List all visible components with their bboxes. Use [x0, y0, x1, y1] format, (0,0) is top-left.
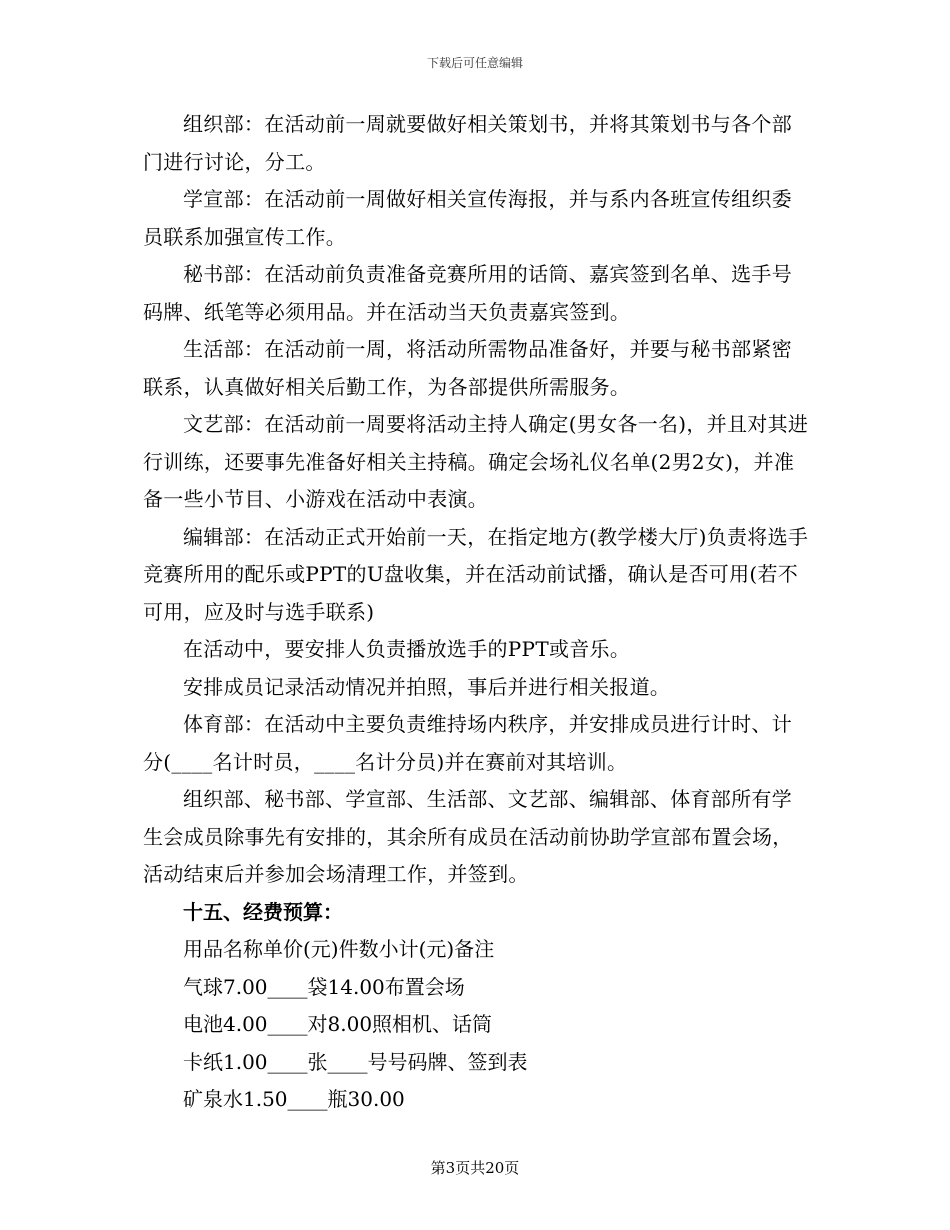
budget-item-batteries: 电池4.00____对8.00照相机、话筒 [183, 1012, 493, 1036]
budget-heading: 十五、经费预算： [183, 899, 343, 924]
budget-table-header: 用品名称单价(元)件数小计(元)备注 [183, 937, 495, 961]
page-number-footer: 第3页共20页 [430, 1159, 520, 1177]
paragraph-publicity-dept: 学宣部：在活动前一周做好相关宣传海报，并与系内各班宣传组织委员联系加强宣传工作。 [143, 187, 792, 249]
paragraph-life-dept: 生活部：在活动前一周，将活动所需物品准备好，并要与秘书部紧密联系，认真做好相关后勤工作，为各部提供所需服务。 [143, 337, 792, 399]
paragraph-editing-dept: 编辑部：在活动正式开始前一天，在指定地方(教学楼大厅)负责将选手竞赛所用的配乐或PPT的U盘收集，并在活动前试播，确认是否可用(若不可用，应及时与选手联系) [143, 524, 809, 624]
paragraph-recording: 安排成员记录活动情况并拍照，事后并进行相关报道。 [183, 674, 671, 699]
paragraph-sports-dept: 体育部：在活动中主要负责维持场内秩序，并安排成员进行计时、计分(____名计时员，____名计分员)并在赛前对其培训。 [143, 712, 792, 774]
paragraph-arts-dept: 文艺部：在活动前一周要将活动主持人确定(男女各一名)，并且对其进行训练，还要事先准备好相关主持稿。确定会场礼仪名单(2男2女)，并准备一些小节目、小游戏在活动中表演。 [143, 412, 809, 511]
page-header: 下载后可任意编辑 [426, 56, 523, 70]
paragraph-secretary-dept: 秘书部：在活动前负责准备竞赛所用的话筒、嘉宾签到名单、选手号码牌、纸笔等必须用品。并在活动当天负责嘉宾签到。 [143, 262, 792, 324]
paragraph-all-members: 组织部、秘书部、学宣部、生活部、文艺部、编辑部、体育部所有学生会成员除事先有安排的，其余所有成员在活动前协助学宣部布置会场，活动结束后并参加会场清理工作，并签到。 [143, 787, 793, 886]
paragraph-organization-dept: 组织部：在活动前一周就要做好相关策划书，并将其策划书与各个部门进行讨论，分工。 [143, 112, 792, 174]
budget-item-water: 矿泉水1.50____瓶30.00 [183, 1087, 405, 1111]
budget-item-balloons: 气球7.00____袋14.00布置会场 [183, 974, 465, 999]
document-body [143, 106, 811, 1119]
paragraph-during-activity: 在活动中，要安排人负责播放选手的PPT或音乐。 [183, 637, 631, 661]
budget-item-cardstock: 卡纸1.00____张____号号码牌、签到表 [183, 1049, 528, 1074]
